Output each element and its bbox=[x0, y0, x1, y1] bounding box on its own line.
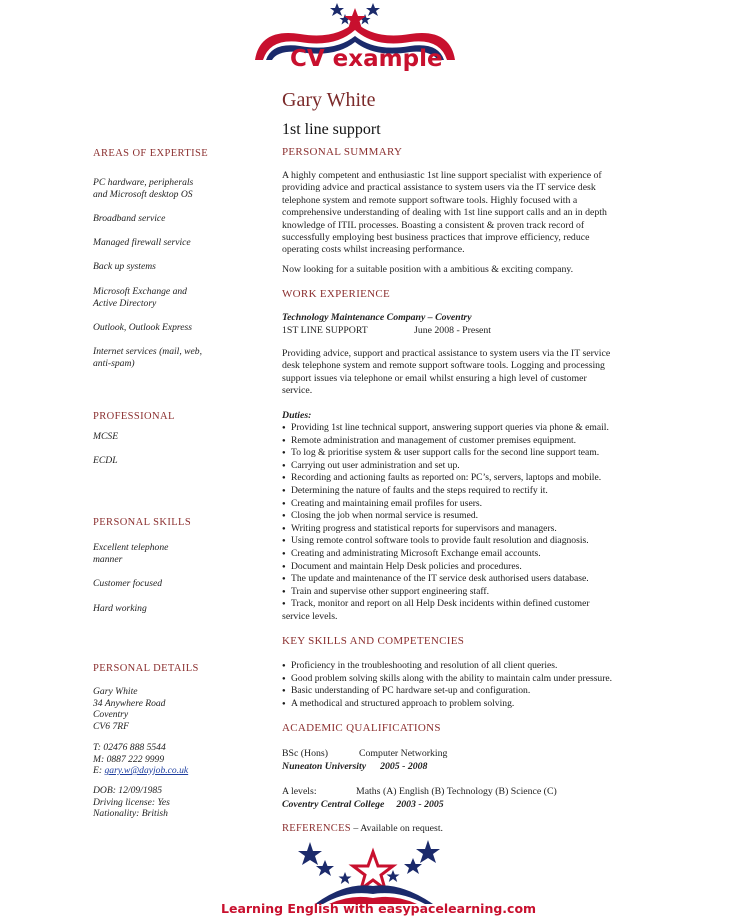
skill-item: Excellent telephone manner bbox=[93, 542, 169, 565]
key-skill-item: ● Basic understanding of PC hardware set-up and configuration. bbox=[282, 685, 722, 698]
duty-item: ● Creating and administrating Microsoft Exchange email accounts. bbox=[282, 548, 722, 561]
summary-heading: PERSONAL SUMMARY bbox=[282, 146, 403, 158]
job-title: 1st line support bbox=[282, 121, 381, 138]
job-description: Providing advice, support and practical assistance to system users via the IT service desk telephone system and remote support software tools. Logging and processing support issues via telephone or email whilst ensuring a high level of customer service. bbox=[282, 348, 611, 397]
summary-paragraph: A highly competent and enthusiastic 1st line support specialist with experience of providing advice and practical assistance to system users via the IT service desk telephone system and remote support software tools. Highly focused with a comprehensive understanding of dealing with 1st line support calls and an in depth knowledge of ITIL processes. Boasting a consistent & proven track record of successfully employing best business practices that improve efficiency, reduce operating costs whilst increasing performance. bbox=[282, 170, 607, 256]
expertise-item: Broadband service bbox=[93, 213, 166, 224]
alevels: Maths (A) English (B) Technology (B) Science (C) bbox=[356, 786, 557, 797]
company-name: Technology Maintenance Company – Coventry bbox=[282, 312, 472, 323]
key-skill-item: ● Good problem solving skills along with the ability to maintain calm under pressure. bbox=[282, 673, 722, 686]
email-link[interactable]: gary.w@dayjob.co.uk bbox=[104, 765, 189, 776]
professional-item: ECDL bbox=[93, 455, 118, 466]
professional-item: MCSE bbox=[93, 431, 119, 442]
skills-heading: PERSONAL SKILLS bbox=[93, 517, 192, 528]
details-heading: PERSONAL DETAILS bbox=[93, 663, 199, 674]
job-role: 1ST LINE SUPPORT bbox=[282, 325, 368, 336]
footer-text: Learning English with easypacelearning.com bbox=[221, 901, 537, 916]
dob: DOB: 12/09/1985 bbox=[93, 785, 163, 796]
alevels-label: A levels: bbox=[282, 786, 317, 797]
contact-name: Gary White bbox=[93, 686, 138, 697]
key-skills-list bbox=[282, 660, 722, 710]
phone-block: T: 02476 888 5544 M: 0887 222 9999 E: gary.w@dayjob.co.uk bbox=[93, 742, 189, 776]
duty-item: ● Providing 1st line technical support, answering support queries via phone & email. bbox=[282, 422, 722, 435]
duty-item: ● Document and maintain Help Desk policies and procedures. bbox=[282, 561, 722, 574]
address-line: CV6 7RF bbox=[93, 720, 129, 732]
degree: BSc (Hons) bbox=[282, 748, 328, 759]
duty-item: ● Remote administration and management of customer premises equipment. bbox=[282, 435, 722, 448]
duty-item: ● Creating and maintaining email profiles for users. bbox=[282, 498, 722, 511]
address-line: 34 Anywhere Road bbox=[93, 697, 166, 709]
degree-subject: Computer Networking bbox=[359, 748, 448, 759]
duty-item: ● Using remote control software tools to provide fault resolution and diagnosis. bbox=[282, 535, 722, 548]
areas-heading: AREAS OF EXPERTISE bbox=[93, 148, 209, 159]
duty-item: ● Recording and actioning faults as reported on: PC’s, servers, laptops and mobile. bbox=[282, 472, 722, 485]
duty-item: ● The update and maintenance of the IT service desk authorised users database. bbox=[282, 573, 722, 586]
personal-info-block bbox=[93, 785, 170, 820]
mobile: M: 0887 222 9999 bbox=[93, 753, 165, 765]
job-dates: June 2008 - Present bbox=[414, 325, 492, 336]
looking-for-line: Now looking for a suitable position with a ambitious & exciting company. bbox=[282, 264, 574, 275]
duty-item: ● To log & prioritise system & user support calls for the second line support team. bbox=[282, 447, 722, 460]
key-skills-heading: KEY SKILLS AND COMPETENCIES bbox=[282, 635, 465, 647]
university: Nuneaton University 2005 - 2008 bbox=[282, 761, 428, 772]
address-line: Coventry bbox=[93, 709, 129, 720]
contact-block bbox=[93, 686, 165, 732]
duty-item: ● Train and supervise other support engineering staff. bbox=[282, 586, 722, 599]
candidate-name: Gary White bbox=[282, 89, 376, 111]
duty-item: ● Track, monitor and report on all Help Desk incidents within defined customer bbox=[282, 598, 722, 611]
expertise-item: Outlook, Outlook Express bbox=[93, 322, 193, 333]
expertise-item: Microsoft Exchange and Active Directory bbox=[93, 286, 187, 309]
expertise-item: PC hardware, peripherals and Microsoft desktop OS bbox=[93, 177, 194, 200]
duty-continuation: service levels. bbox=[282, 611, 338, 622]
duties-list bbox=[282, 422, 722, 611]
duties-label: Duties: bbox=[282, 410, 312, 421]
duty-item: ● Carrying out user administration and set up. bbox=[282, 460, 722, 473]
expertise-item: Managed firewall service bbox=[93, 237, 191, 248]
college: Coventry Central College 2003 - 2005 bbox=[282, 799, 444, 810]
duty-item: ● Closing the job when normal service is resumed. bbox=[282, 510, 722, 523]
duty-item: ● Writing progress and statistical reports for supervisors and managers. bbox=[282, 523, 722, 536]
expertise-item: Back up systems bbox=[93, 261, 156, 272]
banner-title: CV example bbox=[290, 46, 443, 72]
driving-license: Driving license: Yes bbox=[93, 796, 170, 808]
duty-item: ● Determining the nature of faults and the steps required to rectify it. bbox=[282, 485, 722, 498]
professional-heading: PROFESSIONAL bbox=[93, 411, 175, 422]
expertise-item: Internet services (mail, web, anti-spam) bbox=[93, 346, 202, 369]
footer-graphic bbox=[285, 838, 465, 908]
skill-item: Hard working bbox=[93, 603, 147, 614]
skill-item: Customer focused bbox=[93, 578, 163, 589]
work-heading: WORK EXPERIENCE bbox=[282, 288, 391, 300]
nationality: Nationality: British bbox=[93, 808, 168, 819]
references: REFERENCES – Available on request. bbox=[282, 823, 443, 834]
telephone: T: 02476 888 5544 bbox=[93, 742, 166, 753]
key-skill-item: ● Proficiency in the troubleshooting and resolution of all client queries. bbox=[282, 660, 722, 673]
key-skill-item: ● A methodical and structured approach to problem solving. bbox=[282, 698, 722, 711]
academic-heading: ACADEMIC QUALIFICATIONS bbox=[282, 722, 441, 734]
